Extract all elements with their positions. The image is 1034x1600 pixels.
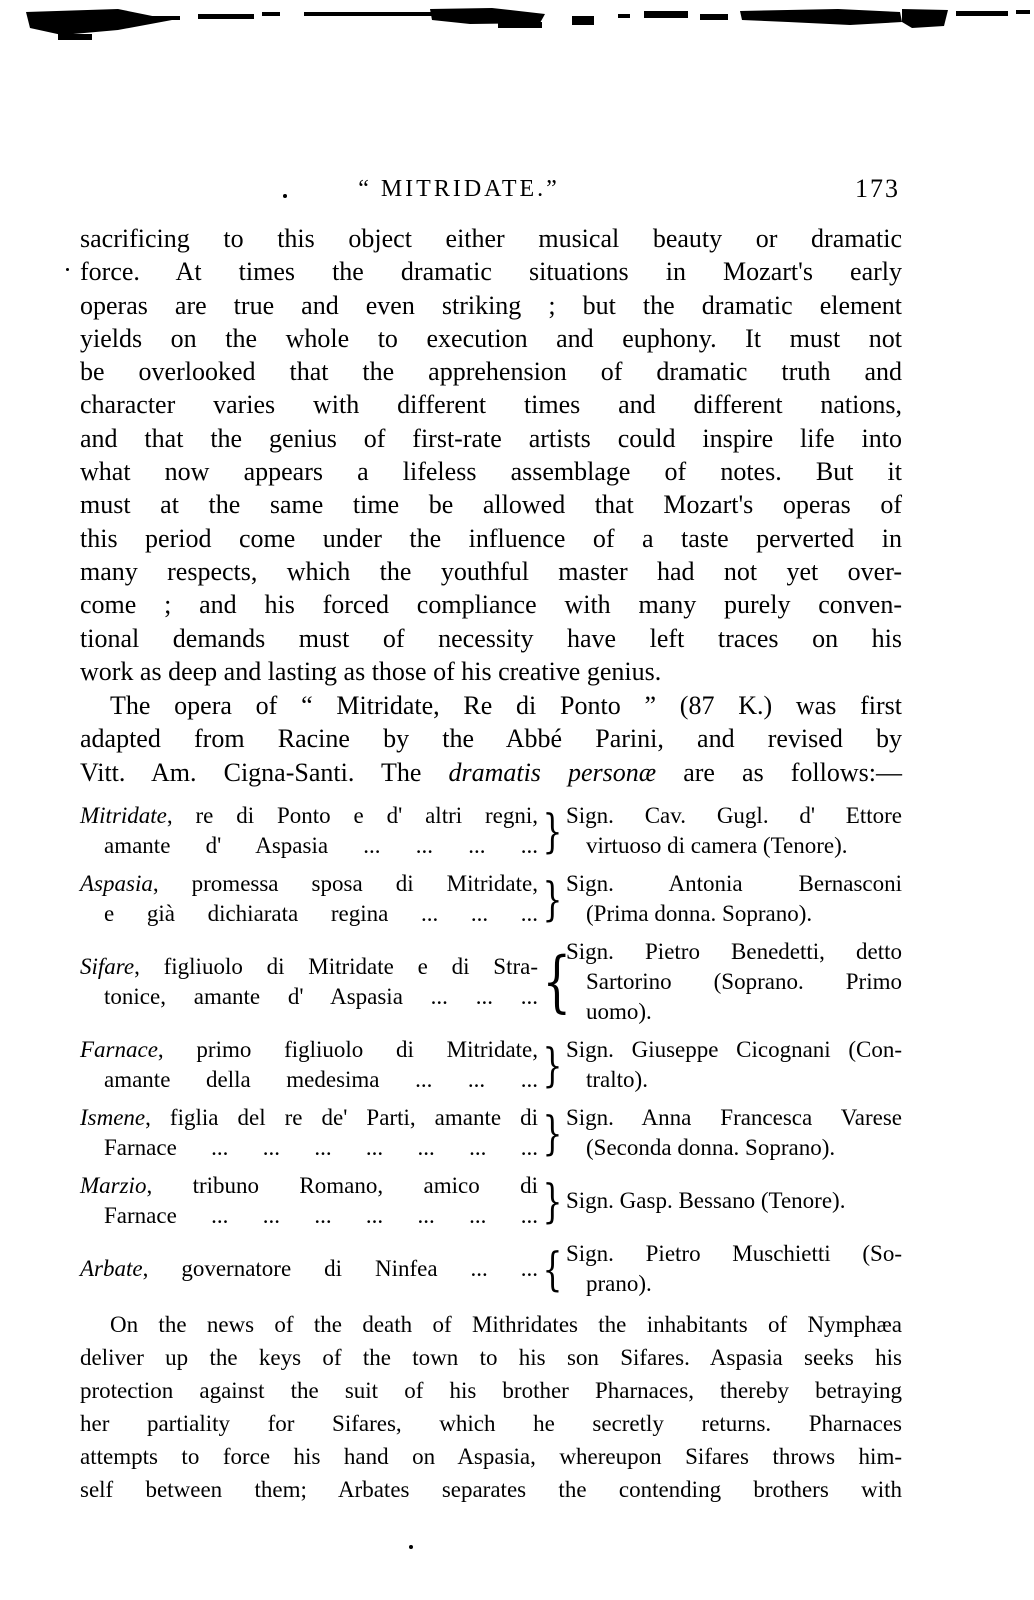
text-line: The opera of “ Mitridate, Re di Ponto ” (87 K.) was first (110, 691, 902, 720)
cast-entry-marzio (80, 1171, 902, 1231)
text-line: Sign. Giuseppe Cicognani (Con- (566, 1037, 902, 1062)
text-line: virtuoso di camera (Tenore). (586, 833, 848, 858)
paragraph-intro (80, 689, 902, 789)
text-line: Sign. Antonia Bernasconi (566, 871, 902, 896)
text-segment: Vitt. Am. Cigna-Santi. The (80, 757, 449, 787)
brace: } (542, 1174, 563, 1228)
text-line: what now appears a lifeless assemblage of notes. But it (80, 457, 902, 487)
text-line: amante d' Aspasia ... ... ... ... (104, 833, 538, 858)
text-line: this period come under the influence of a taste perverted in (80, 523, 902, 553)
text-line (80, 1171, 538, 1201)
singer-description (566, 937, 902, 1027)
text-line: attempts to force his hand on Aspasia, whereupon Sifares throws him- (80, 1444, 902, 1469)
text-line: and that the genius of first-rate artists could inspire life into (80, 423, 902, 453)
brace: } (542, 1106, 563, 1160)
text-line: deliver up the keys of the town to his son Sifares. Aspasia seeks his (80, 1345, 902, 1370)
text-line: operas are true and even striking ; but the dramatic element (80, 290, 902, 320)
text-line (80, 1103, 538, 1133)
brace: } (542, 1038, 563, 1092)
text-line: prano). (586, 1271, 652, 1296)
text-column (80, 0, 902, 1600)
text-line (80, 756, 902, 789)
running-header (80, 176, 902, 214)
text-line: protection against the suit of his brother Pharnaces, thereby betraying (80, 1378, 902, 1403)
text-line (80, 801, 538, 831)
paragraph-synopsis (80, 1308, 902, 1506)
singer-description (566, 869, 902, 929)
text-segment: , figlia del re de' Parti, amante di (145, 1105, 538, 1130)
text-line: must at the same time be allowed that Mozart's operas of (80, 490, 902, 520)
role-description (80, 1103, 538, 1163)
role-description (80, 1035, 538, 1095)
cast-entry-farnace (80, 1035, 902, 1095)
role-name: Aspasia (80, 871, 153, 896)
text-segment: , promessa sposa di Mitridate, (152, 871, 538, 896)
text-line: amante della medesima ... ... ... (104, 1067, 538, 1092)
text-line: character varies with different times and different nations, (80, 390, 902, 420)
text-line: Farnace ... ... ... ... ... ... ... (104, 1135, 538, 1160)
cast-entry-arbate (80, 1239, 902, 1299)
text-line: Sign. Gasp. Bessano (Tenore). (566, 1188, 846, 1213)
role-description (80, 801, 538, 861)
text-segment: , figliuolo di Mitridate e di Stra- (134, 954, 538, 979)
singer-description (566, 1035, 902, 1095)
brace: { (542, 943, 572, 1020)
role-description (80, 1171, 538, 1231)
text-segment: are as follows:— (656, 757, 902, 787)
text-line: be overlooked that the apprehension of dramatic truth and (80, 357, 902, 387)
text-line (80, 1035, 538, 1065)
text-line (80, 952, 538, 982)
role-description (80, 1254, 538, 1284)
text-line (80, 1254, 538, 1284)
text-line: tional demands must of necessity have left traces on his (80, 623, 902, 653)
text-line: Sartorino (Soprano. Primo (586, 969, 902, 994)
page-title: “ MITRIDATE.” (358, 176, 560, 202)
brace: } (542, 872, 563, 926)
text-line: force. At times the dramatic situations in Mozart's early (80, 257, 902, 287)
cast-entry-ismene (80, 1103, 902, 1163)
text-line: On the news of the death of Mithridates the inhabitants of Nymphæa (110, 1312, 902, 1337)
role-description (80, 952, 538, 1012)
text-line: Sign. Pietro Benedetti, detto (566, 939, 902, 964)
text-segment: , primo figliuolo di Mitridate, (157, 1037, 538, 1062)
role-name: Arbate (80, 1256, 143, 1281)
text-segment: , re di Ponto e d' altri regni, (166, 803, 538, 828)
text-line: tralto). (586, 1067, 648, 1092)
cast-list (80, 801, 902, 1307)
text-segment: , governatore di Ninfea ... ... (142, 1256, 538, 1281)
cast-entry-aspasia (80, 869, 902, 929)
role-name: Mitridate (80, 803, 167, 828)
text-line: work as deep and lasting as those of his creative genius. (80, 656, 662, 686)
brace: { (542, 1242, 563, 1296)
cast-entry-mitridate (80, 801, 902, 861)
text-line: e già dichiarata regina ... ... ... (104, 901, 538, 926)
brace: } (542, 804, 563, 858)
text-line: (Seconda donna. Soprano). (586, 1135, 836, 1160)
page-number: 173 (855, 174, 900, 203)
text-segment: , tribuno Romano, amico di (146, 1173, 538, 1198)
text-line: Sign. Pietro Muschietti (So- (566, 1241, 902, 1266)
text-line: Sign. Cav. Gugl. d' Ettore (566, 803, 902, 828)
paragraph-main (80, 222, 902, 688)
role-name: Farnace (80, 1037, 158, 1062)
text-line: uomo). (586, 999, 652, 1024)
text-line: come ; and his forced compliance with many purely conven- (80, 590, 902, 620)
singer-description (566, 1103, 902, 1163)
dramatis-personae-italic: dramatis personæ (448, 757, 657, 787)
text-line: Farnace ... ... ... ... ... ... ... (104, 1203, 538, 1228)
role-name: Marzio (80, 1173, 147, 1198)
text-line: tonice, amante d' Aspasia ... ... ... (104, 984, 538, 1009)
role-name: Ismene (80, 1105, 146, 1130)
role-name: Sifare (80, 954, 135, 979)
singer-description (566, 1186, 902, 1216)
text-line: many respects, which the youthful master had not yet over- (80, 556, 902, 586)
text-line (80, 869, 538, 899)
text-line: (Prima donna. Soprano). (586, 901, 813, 926)
cast-entry-sifare (80, 937, 902, 1027)
text-line: self between them; Arbates separates the contending brothers with (80, 1477, 902, 1502)
text-line: yields on the whole to execution and euphony. It must not (80, 323, 902, 353)
ink-speck (66, 268, 69, 271)
text-line: sacrificing to this object either musical beauty or dramatic (80, 224, 902, 253)
text-line: Sign. Anna Francesca Varese (566, 1105, 902, 1130)
role-description (80, 869, 538, 929)
text-line: her partiality for Sifares, which he secretly returns. Pharnaces (80, 1411, 902, 1436)
singer-description (566, 1239, 902, 1299)
text-line: adapted from Racine by the Abbé Parini, and revised by (80, 724, 902, 754)
singer-description (566, 801, 902, 861)
